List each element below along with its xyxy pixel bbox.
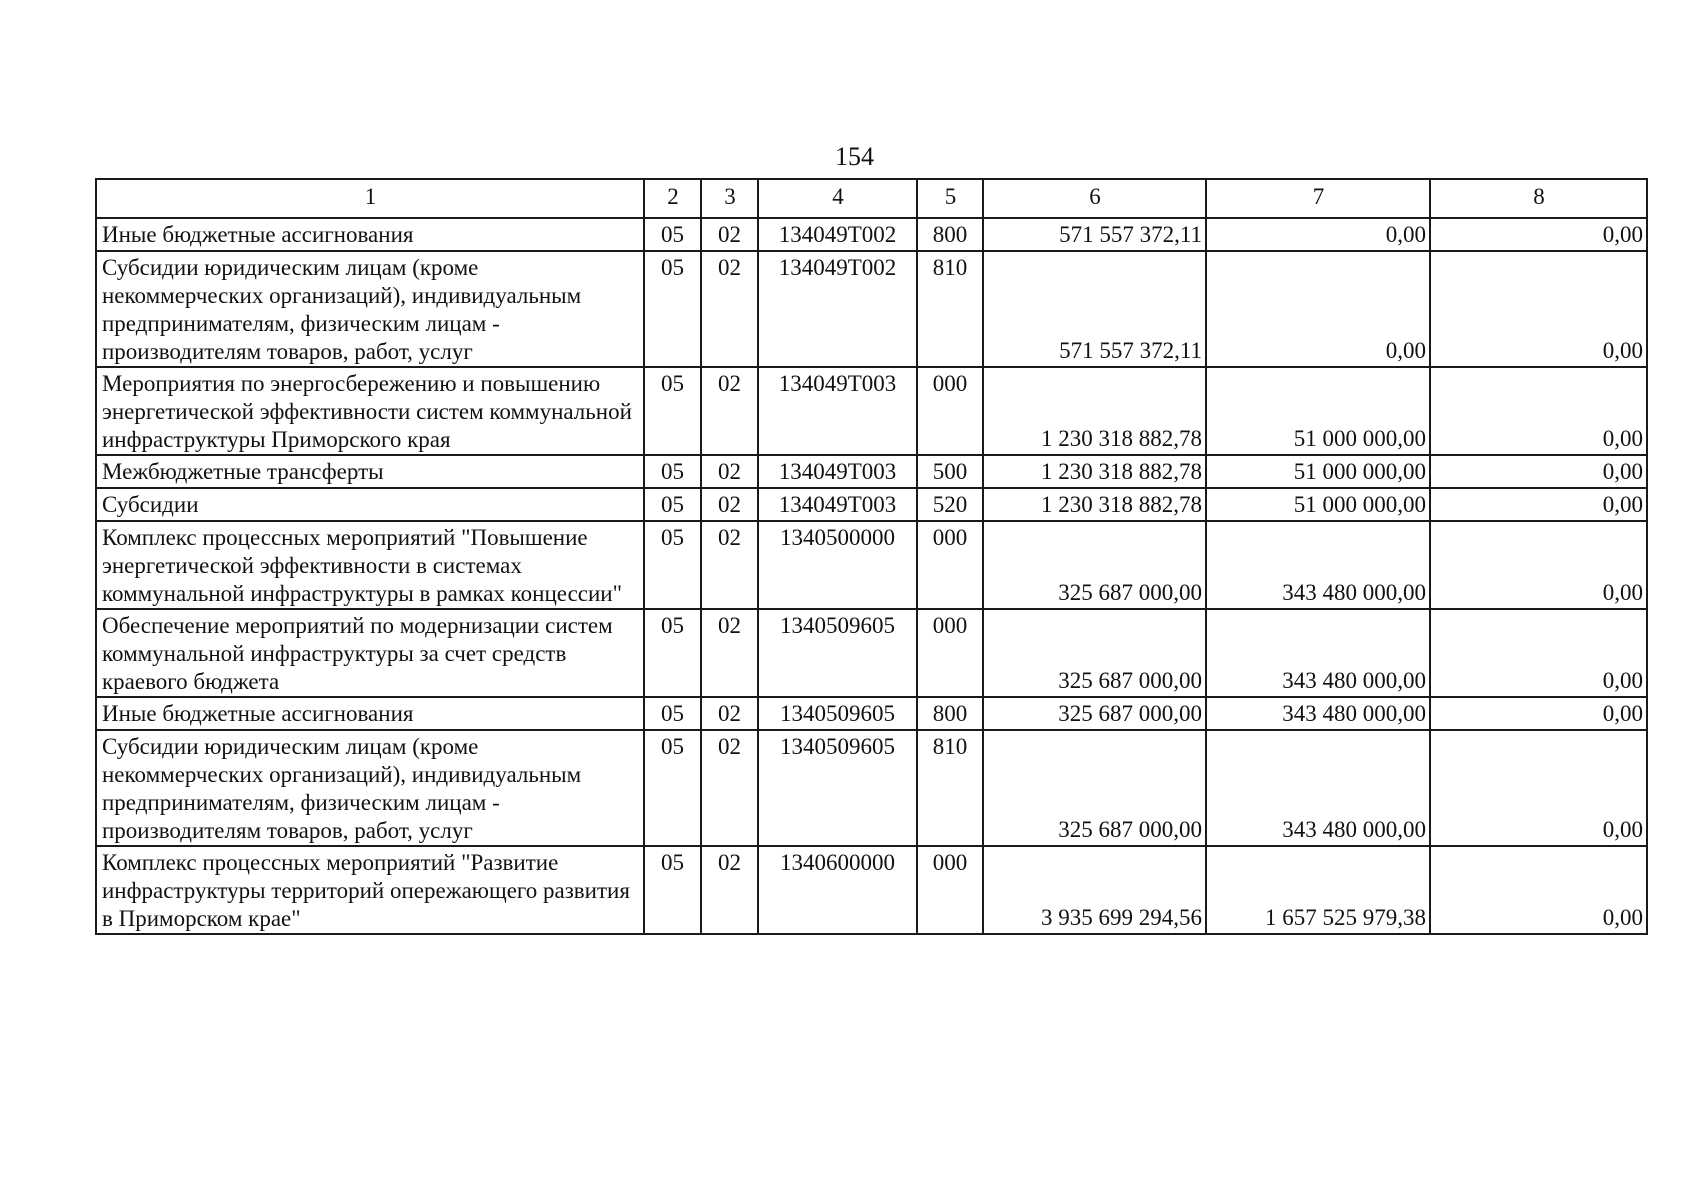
amount-col6-cell: 571 557 372,11 (983, 251, 1206, 367)
amount-col7-cell: 343 480 000,00 (1206, 730, 1430, 846)
column-header: 4 (758, 179, 917, 218)
row-name-cell: Субсидии юридическим лицам (кроме некоммерческих организаций), индивидуальным предпринимателям, физическим лицам - производителям товаров, работ, услуг (96, 251, 644, 367)
row-name-cell: Мероприятия по энергосбережению и повышению энергетической эффективности систем коммунальной инфраструктуры Приморского края (96, 367, 644, 455)
table-row (96, 367, 1647, 455)
subsection-code-cell: 02 (701, 218, 758, 251)
amount-col8-cell: 0,00 (1430, 251, 1647, 367)
subsection-code-cell: 02 (701, 697, 758, 730)
section-code-cell: 05 (644, 609, 701, 697)
budget-table (95, 178, 1648, 935)
expense-type-cell: 000 (917, 846, 983, 934)
amount-col8-cell: 0,00 (1430, 846, 1647, 934)
amount-col8-cell: 0,00 (1430, 488, 1647, 521)
column-header: 6 (983, 179, 1206, 218)
column-header: 2 (644, 179, 701, 218)
amount-col6-cell: 325 687 000,00 (983, 697, 1206, 730)
target-article-cell: 1340600000 (758, 846, 917, 934)
section-code-cell: 05 (644, 455, 701, 488)
table-row (96, 609, 1647, 697)
column-header: 3 (701, 179, 758, 218)
amount-col8-cell: 0,00 (1430, 521, 1647, 609)
section-code-cell: 05 (644, 218, 701, 251)
column-header: 7 (1206, 179, 1430, 218)
amount-col8-cell: 0,00 (1430, 218, 1647, 251)
table-row (96, 846, 1647, 934)
target-article-cell: 134049Т002 (758, 251, 917, 367)
target-article-cell: 134049Т002 (758, 218, 917, 251)
amount-col7-cell: 343 480 000,00 (1206, 697, 1430, 730)
amount-col7-cell: 343 480 000,00 (1206, 609, 1430, 697)
target-article-cell: 1340509605 (758, 697, 917, 730)
row-name-cell: Иные бюджетные ассигнования (96, 218, 644, 251)
table-row (96, 488, 1647, 521)
target-article-cell: 134049Т003 (758, 455, 917, 488)
table-row (96, 521, 1647, 609)
amount-col7-cell: 51 000 000,00 (1206, 367, 1430, 455)
amount-col6-cell: 325 687 000,00 (983, 730, 1206, 846)
expense-type-cell: 810 (917, 730, 983, 846)
table-row (96, 251, 1647, 367)
expense-type-cell: 800 (917, 697, 983, 730)
table-row (96, 455, 1647, 488)
amount-col7-cell: 343 480 000,00 (1206, 521, 1430, 609)
amount-col8-cell: 0,00 (1430, 609, 1647, 697)
amount-col7-cell: 0,00 (1206, 218, 1430, 251)
expense-type-cell: 810 (917, 251, 983, 367)
expense-type-cell: 500 (917, 455, 983, 488)
subsection-code-cell: 02 (701, 521, 758, 609)
amount-col6-cell: 571 557 372,11 (983, 218, 1206, 251)
row-name-cell: Обеспечение мероприятий по модернизации систем коммунальной инфраструктуры за счет средств краевого бюджета (96, 609, 644, 697)
target-article-cell: 134049Т003 (758, 367, 917, 455)
amount-col6-cell: 1 230 318 882,78 (983, 455, 1206, 488)
amount-col8-cell: 0,00 (1430, 455, 1647, 488)
subsection-code-cell: 02 (701, 730, 758, 846)
target-article-cell: 1340509605 (758, 609, 917, 697)
amount-col7-cell: 1 657 525 979,38 (1206, 846, 1430, 934)
amount-col6-cell: 1 230 318 882,78 (983, 488, 1206, 521)
subsection-code-cell: 02 (701, 251, 758, 367)
row-name-cell: Иные бюджетные ассигнования (96, 697, 644, 730)
target-article-cell: 1340509605 (758, 730, 917, 846)
page-number: 154 (835, 142, 874, 171)
table-row (96, 697, 1647, 730)
column-header: 5 (917, 179, 983, 218)
target-article-cell: 1340500000 (758, 521, 917, 609)
row-name-cell: Межбюджетные трансферты (96, 455, 644, 488)
expense-type-cell: 800 (917, 218, 983, 251)
section-code-cell: 05 (644, 367, 701, 455)
section-code-cell: 05 (644, 730, 701, 846)
expense-type-cell: 000 (917, 609, 983, 697)
target-article-cell: 134049Т003 (758, 488, 917, 521)
section-code-cell: 05 (644, 251, 701, 367)
expense-type-cell: 000 (917, 367, 983, 455)
amount-col7-cell: 51 000 000,00 (1206, 455, 1430, 488)
table-header-row (96, 179, 1647, 218)
table-row (96, 218, 1647, 251)
subsection-code-cell: 02 (701, 609, 758, 697)
amount-col6-cell: 325 687 000,00 (983, 609, 1206, 697)
row-name-cell: Комплекс процессных мероприятий "Повышение энергетической эффективности в системах коммунальной инфраструктуры в рамках концессии" (96, 521, 644, 609)
table-row (96, 730, 1647, 846)
amount-col6-cell: 3 935 699 294,56 (983, 846, 1206, 934)
amount-col7-cell: 0,00 (1206, 251, 1430, 367)
column-header: 8 (1430, 179, 1647, 218)
subsection-code-cell: 02 (701, 367, 758, 455)
row-name-cell: Субсидии (96, 488, 644, 521)
subsection-code-cell: 02 (701, 455, 758, 488)
amount-col6-cell: 325 687 000,00 (983, 521, 1206, 609)
section-code-cell: 05 (644, 697, 701, 730)
subsection-code-cell: 02 (701, 488, 758, 521)
section-code-cell: 05 (644, 488, 701, 521)
section-code-cell: 05 (644, 521, 701, 609)
amount-col8-cell: 0,00 (1430, 697, 1647, 730)
amount-col7-cell: 51 000 000,00 (1206, 488, 1430, 521)
amount-col8-cell: 0,00 (1430, 367, 1647, 455)
section-code-cell: 05 (644, 846, 701, 934)
subsection-code-cell: 02 (701, 846, 758, 934)
row-name-cell: Комплекс процессных мероприятий "Развитие инфраструктуры территорий опережающего развития в Приморском крае" (96, 846, 644, 934)
expense-type-cell: 000 (917, 521, 983, 609)
column-header: 1 (96, 179, 644, 218)
amount-col8-cell: 0,00 (1430, 730, 1647, 846)
expense-type-cell: 520 (917, 488, 983, 521)
row-name-cell: Субсидии юридическим лицам (кроме некоммерческих организаций), индивидуальным предпринимателям, физическим лицам - производителям товаров, работ, услуг (96, 730, 644, 846)
amount-col6-cell: 1 230 318 882,78 (983, 367, 1206, 455)
